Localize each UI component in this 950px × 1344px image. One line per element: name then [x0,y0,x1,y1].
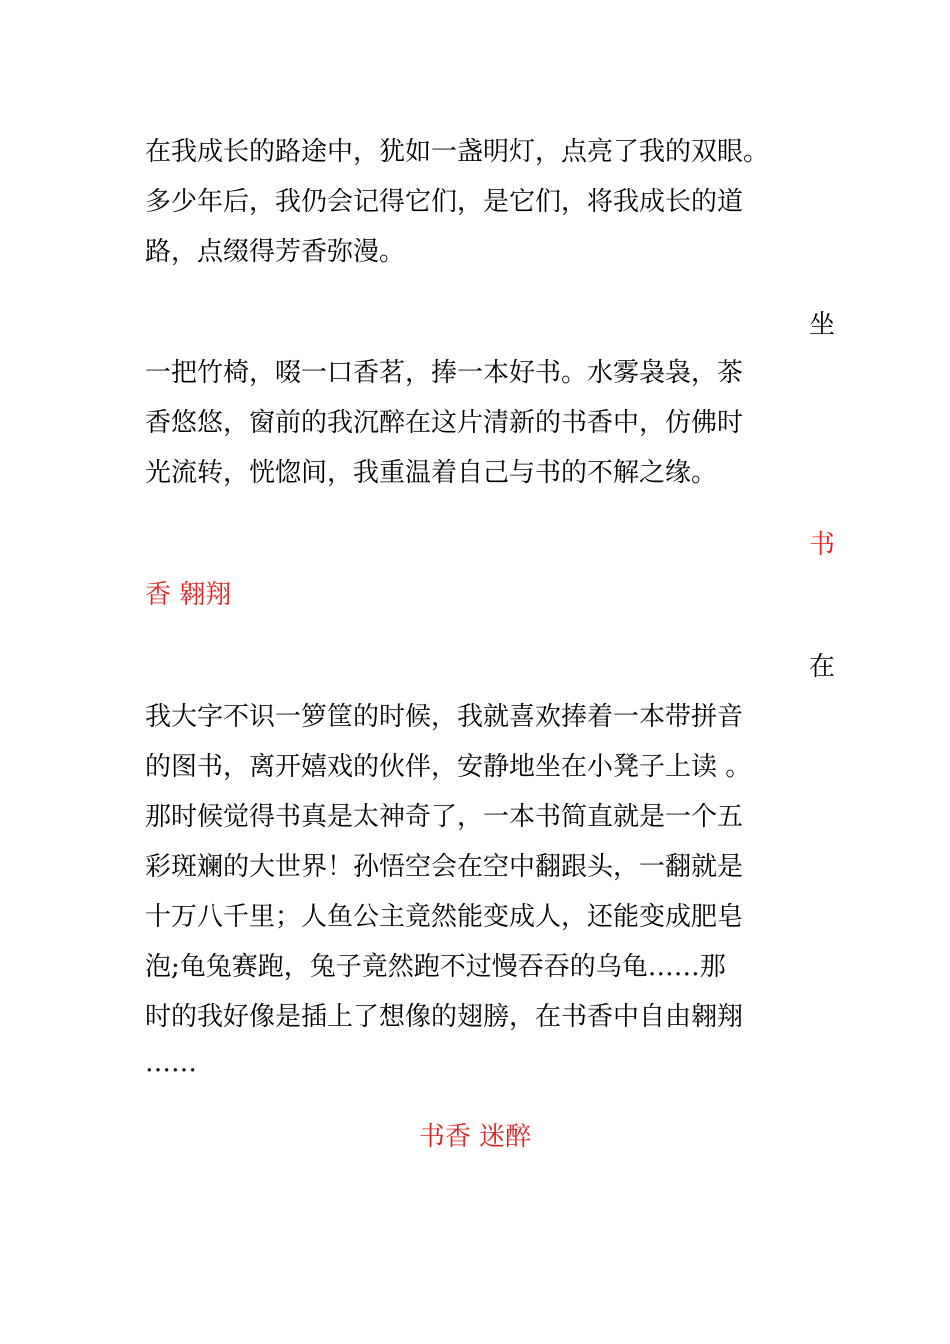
para3-line-1: 我大字不识一箩筐的时候，我就喜欢捧着一本带拼音 [145,702,744,732]
para2-first-char: 坐 [808,310,835,340]
para3-line-2: 的图书，离开嬉戏的伙伴，安静地坐在小凳子上读 。 [145,752,752,782]
para3-line-6: 泡;龟兔赛跑，兔子竟然跑不过慢吞吞的乌龟……那 [145,952,726,982]
para1-line-3: 路，点缀得芳香弥漫。 [145,237,406,267]
para3-line-7: 时的我好像是插上了想像的翅膀，在书香中自由翱翔 [145,1002,744,1032]
para1-line-2: 多少年后，我仍会记得它们，是它们，将我成长的道 [145,187,744,217]
para3-line-3: 那时候觉得书真是太神奇了，一本书简直就是一个五 [145,802,744,832]
para3-line-8: …… [145,1048,197,1078]
para2-line-3: 光流转，恍惚间，我重温着自己与书的不解之缘。 [145,458,718,488]
para1-line-1: 在我成长的路途中，犹如一盏明灯，点亮了我的双眼。 [145,137,770,167]
heading1-first-char: 书 [808,530,835,560]
heading1-rest: 香 翱翔 [145,580,232,610]
heading2: 书香 迷醉 [418,1122,532,1152]
para2-line-1: 一把竹椅，啜一口香茗，捧一本好书。水雾袅袅，茶 [145,358,744,388]
para3-line-4: 彩斑斓的大世界！孙悟空会在空中翻跟头，一翻就是 [145,852,744,882]
para3-line-5: 十万八千里；人鱼公主竟然能变成人，还能变成肥皂 [145,902,744,932]
para3-first-char: 在 [808,652,835,682]
para2-line-2: 香悠悠，窗前的我沉醉在这片清新的书香中，仿佛时 [145,408,744,438]
